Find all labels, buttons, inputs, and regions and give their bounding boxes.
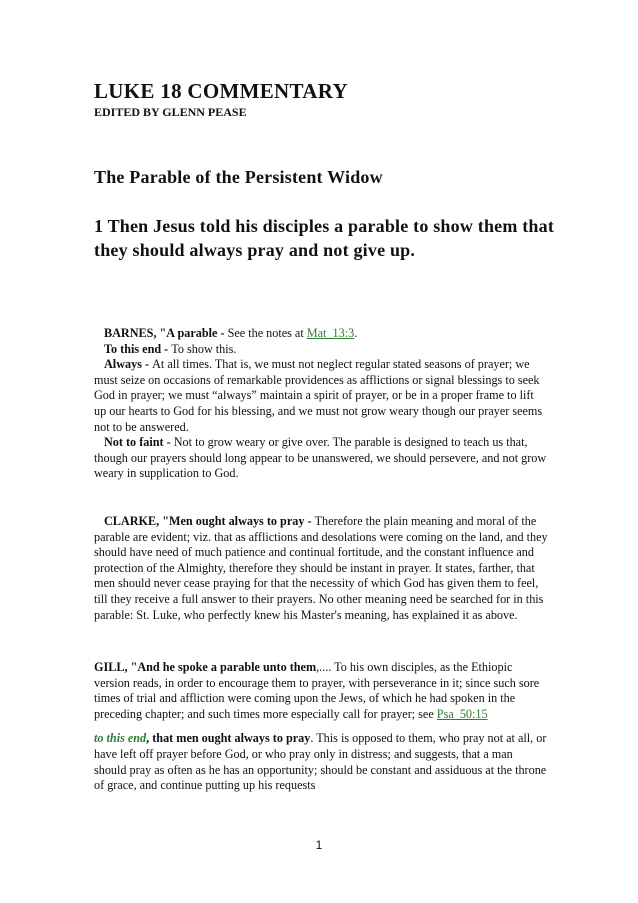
barnes-p2-text: To show this.: [171, 341, 237, 356]
document-title: LUKE 18 COMMENTARY: [94, 79, 348, 103]
barnes-paragraph-4: [94, 435, 548, 482]
barnes-paragraph-1: [94, 326, 548, 342]
clarke-lead: CLARKE, "Men ought always to pray -: [104, 514, 315, 528]
gill-text: ,.... To his own disciples, as the Ethiopic version reads, in order to encourage them to prayer, with perseverance in it; since such sore times of trial and affliction were coming upon the Jews, of which he had spoken in the preceding chapter; and such times more especially call for prayer; see: [94, 660, 540, 721]
gill-p2-phrase: to this end: [94, 731, 147, 746]
scripture-link-mat[interactable]: Mat_13:3: [306, 326, 355, 340]
barnes-paragraph-3: [94, 357, 548, 435]
barnes-lead: BARNES, "A parable -: [104, 326, 228, 340]
clarke-text: Therefore the plain meaning and moral of the parable are evident; viz. that as afflictions and desolations were coming on the land, and they should have need of much patience and continual fortitude, and the constant influence and protection of the Almighty, therefore they should be instant in prayer. It states, farther, that men should never cease praying for that the necessity of which God has given them to feel, till they receive a full answer to their prayers. No other meaning need be searched for in this parable: St. Luke, who perfectly knew his Master's meaning, has explained it as above.: [94, 514, 548, 622]
barnes-p4-term: Not to faint -: [104, 435, 174, 450]
gill-lead: GILL, "And he spoke a parable unto them: [94, 660, 317, 674]
verse-text: 1 Then Jesus told his disciples a parable to show them that they should always pray and not give up.: [94, 216, 555, 260]
barnes-p3-text: At all times. That is, we must not neglect regular stated seasons of prayer; we must seize on occasions of remarkable providences as afflictions or signal blessings to seek God in prayer; we must “always” maintain a spirit of prayer, or be in a proper frame to lift up our hearts to God for his blessing, and we must not grow weary though our prayer seems not to be answered.: [94, 357, 543, 434]
barnes-lead-end: .: [354, 326, 358, 340]
document-subtitle: EDITED BY GLENN PEASE: [94, 105, 247, 119]
clarke-commentary: [94, 514, 548, 623]
clarke-paragraph: [94, 514, 548, 623]
gill-p2-text: . This is opposed to them, who pray not at all, or have left off prayer before God, or who pray only in distress; and suggests, that a man should pray as often as he has an opportunity; should be constant and assiduous at the throne of grace, and continue putting up his requests: [94, 731, 547, 793]
gill-paragraph-2: [94, 731, 548, 793]
section-heading: The Parable of the Persistent Widow: [94, 167, 383, 187]
barnes-p4-text: Not to grow weary or give over. The parable is designed to teach us that, though our prayers should long appear to be unanswered, we should persevere, and not grow weary in supplication to God.: [94, 435, 547, 481]
scripture-link-psa[interactable]: Psa_50:15: [436, 706, 488, 721]
page-number: 1: [315, 838, 323, 852]
barnes-p2-term: To this end -: [104, 341, 172, 356]
barnes-p3-term: Always -: [104, 357, 153, 372]
gill-commentary: [94, 660, 548, 794]
gill-p2-bold: , that men ought always to pray: [146, 731, 311, 746]
barnes-commentary: [94, 326, 548, 482]
barnes-lead-text: See the notes at: [227, 326, 307, 340]
barnes-paragraph-2: [94, 342, 548, 358]
gill-paragraph-1: [94, 660, 548, 722]
